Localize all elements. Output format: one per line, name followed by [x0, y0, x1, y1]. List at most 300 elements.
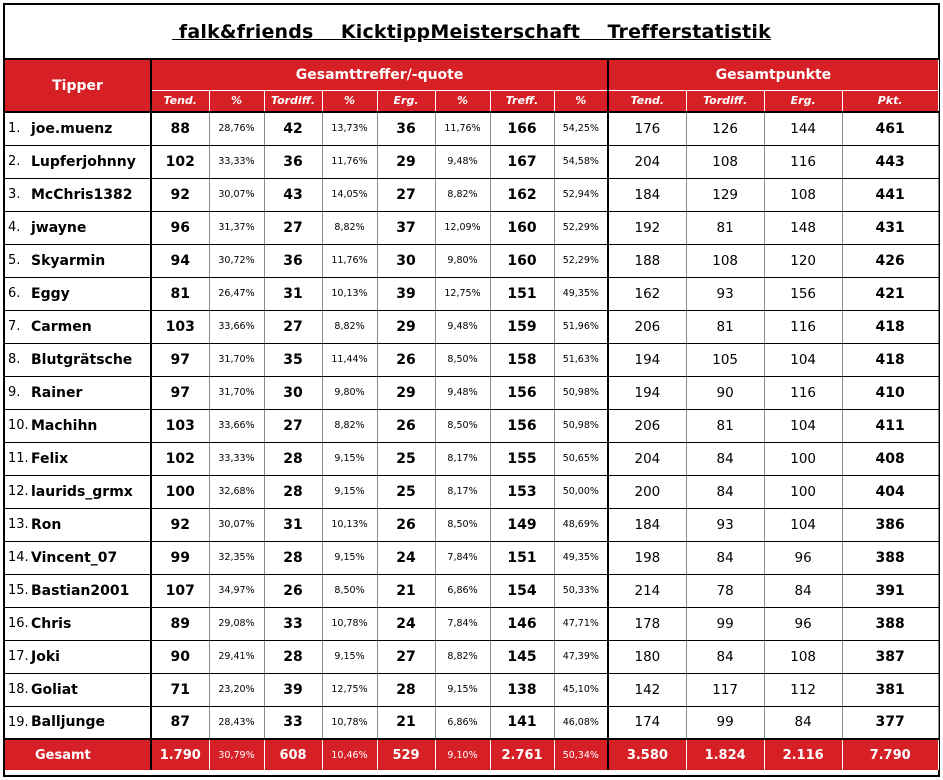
cell-tend: 103 — [151, 409, 209, 442]
cell-tend-pct: 26,47% — [209, 277, 264, 310]
table-row — [5, 574, 938, 607]
subheader-a-2: Tordiff. — [264, 90, 322, 112]
cell-tend: 81 — [151, 277, 209, 310]
total-pts-total: 7.790 — [842, 739, 938, 770]
cell-pts-tend: 192 — [608, 211, 686, 244]
cell-tend-pct: 30,07% — [209, 178, 264, 211]
cell-tordiff-pct: 14,05% — [322, 178, 377, 211]
cell-pts-total: 408 — [842, 442, 938, 475]
cell-pts-tordiff: 108 — [686, 145, 764, 178]
cell-tipper-name: Skyarmin — [29, 244, 151, 277]
cell-treff: 162 — [490, 178, 554, 211]
cell-erg: 29 — [377, 145, 435, 178]
total-label: Gesamt — [5, 739, 151, 770]
total-erg-pct: 9,10% — [435, 739, 490, 770]
cell-rank: 6. — [5, 277, 29, 310]
cell-pts-total: 377 — [842, 706, 938, 739]
cell-treff: 158 — [490, 343, 554, 376]
cell-pts-erg: 104 — [764, 343, 842, 376]
cell-treff: 154 — [490, 574, 554, 607]
cell-tordiff: 28 — [264, 442, 322, 475]
cell-treff-pct: 52,94% — [554, 178, 608, 211]
cell-tend: 97 — [151, 343, 209, 376]
table-row — [5, 211, 938, 244]
cell-erg-pct: 11,76% — [435, 112, 490, 145]
cell-erg-pct: 9,48% — [435, 376, 490, 409]
cell-tipper-name: laurids_grmx — [29, 475, 151, 508]
cell-rank: 18. — [5, 673, 29, 706]
total-pts-tend: 3.580 — [608, 739, 686, 770]
cell-tend-pct: 23,20% — [209, 673, 264, 706]
cell-erg-pct: 8,82% — [435, 640, 490, 673]
cell-tipper-name: Carmen — [29, 310, 151, 343]
table-row — [5, 244, 938, 277]
cell-treff: 146 — [490, 607, 554, 640]
cell-tordiff-pct: 13,73% — [322, 112, 377, 145]
cell-tend: 90 — [151, 640, 209, 673]
total-treff: 2.761 — [490, 739, 554, 770]
cell-treff-pct: 49,35% — [554, 541, 608, 574]
cell-tordiff-pct: 11,76% — [322, 145, 377, 178]
cell-tordiff: 36 — [264, 244, 322, 277]
cell-tipper-name: Balljunge — [29, 706, 151, 739]
table-row — [5, 475, 938, 508]
cell-tipper-name: jwayne — [29, 211, 151, 244]
cell-tend-pct: 34,97% — [209, 574, 264, 607]
subheader-b-1: Tordiff. — [686, 90, 764, 112]
cell-tend: 107 — [151, 574, 209, 607]
cell-tordiff-pct: 11,44% — [322, 343, 377, 376]
cell-erg: 37 — [377, 211, 435, 244]
table-row — [5, 343, 938, 376]
cell-tend: 102 — [151, 145, 209, 178]
cell-tordiff: 28 — [264, 541, 322, 574]
table-row — [5, 112, 938, 145]
cell-tipper-name: McChris1382 — [29, 178, 151, 211]
cell-tordiff: 43 — [264, 178, 322, 211]
cell-pts-erg: 100 — [764, 475, 842, 508]
cell-erg: 39 — [377, 277, 435, 310]
cell-pts-tend: 174 — [608, 706, 686, 739]
cell-pts-tordiff: 81 — [686, 211, 764, 244]
cell-tordiff: 28 — [264, 640, 322, 673]
cell-tipper-name: Lupferjohnny — [29, 145, 151, 178]
cell-erg: 29 — [377, 376, 435, 409]
cell-pts-tordiff: 117 — [686, 673, 764, 706]
cell-pts-tordiff: 84 — [686, 541, 764, 574]
cell-tordiff-pct: 9,15% — [322, 442, 377, 475]
cell-pts-tordiff: 105 — [686, 343, 764, 376]
header-tipper: Tipper — [5, 60, 151, 112]
cell-pts-tend: 184 — [608, 178, 686, 211]
cell-pts-total: 431 — [842, 211, 938, 244]
cell-pts-erg: 108 — [764, 178, 842, 211]
cell-tordiff: 27 — [264, 310, 322, 343]
cell-tend-pct: 33,33% — [209, 442, 264, 475]
cell-treff: 145 — [490, 640, 554, 673]
cell-tipper-name: Felix — [29, 442, 151, 475]
cell-tordiff-pct: 9,15% — [322, 475, 377, 508]
cell-tordiff: 26 — [264, 574, 322, 607]
table-row — [5, 442, 938, 475]
cell-treff: 155 — [490, 442, 554, 475]
cell-tend-pct: 32,68% — [209, 475, 264, 508]
cell-tordiff: 31 — [264, 277, 322, 310]
cell-pts-tordiff: 99 — [686, 607, 764, 640]
total-tend-pct: 30,79% — [209, 739, 264, 770]
subheader-a-7: % — [554, 90, 608, 112]
cell-tordiff: 39 — [264, 673, 322, 706]
cell-tend-pct: 33,66% — [209, 310, 264, 343]
stats-table — [5, 60, 939, 770]
cell-pts-tordiff: 81 — [686, 310, 764, 343]
cell-treff-pct: 54,25% — [554, 112, 608, 145]
cell-pts-tordiff: 93 — [686, 508, 764, 541]
cell-pts-erg: 104 — [764, 508, 842, 541]
table-row — [5, 277, 938, 310]
cell-rank: 14. — [5, 541, 29, 574]
cell-rank: 7. — [5, 310, 29, 343]
cell-tordiff: 42 — [264, 112, 322, 145]
cell-rank: 17. — [5, 640, 29, 673]
cell-rank: 15. — [5, 574, 29, 607]
cell-tipper-name: Chris — [29, 607, 151, 640]
cell-tordiff-pct: 11,76% — [322, 244, 377, 277]
cell-pts-tend: 188 — [608, 244, 686, 277]
cell-pts-tend: 194 — [608, 376, 686, 409]
cell-tend: 92 — [151, 508, 209, 541]
cell-pts-tend: 206 — [608, 310, 686, 343]
cell-pts-erg: 96 — [764, 607, 842, 640]
cell-treff-pct: 50,00% — [554, 475, 608, 508]
cell-erg-pct: 9,80% — [435, 244, 490, 277]
cell-pts-total: 411 — [842, 409, 938, 442]
total-erg: 529 — [377, 739, 435, 770]
cell-erg-pct: 7,84% — [435, 607, 490, 640]
cell-treff-pct: 49,35% — [554, 277, 608, 310]
cell-tordiff: 30 — [264, 376, 322, 409]
cell-tend-pct: 28,76% — [209, 112, 264, 145]
cell-tend: 88 — [151, 112, 209, 145]
table-row — [5, 508, 938, 541]
cell-erg: 25 — [377, 442, 435, 475]
cell-treff-pct: 45,10% — [554, 673, 608, 706]
subheader-a-4: Erg. — [377, 90, 435, 112]
subheader-b-0: Tend. — [608, 90, 686, 112]
header-gesamtpunkte: Gesamtpunkte — [608, 60, 938, 90]
cell-pts-tordiff: 84 — [686, 442, 764, 475]
cell-treff-pct: 47,71% — [554, 607, 608, 640]
cell-erg: 28 — [377, 673, 435, 706]
cell-erg-pct: 8,50% — [435, 508, 490, 541]
cell-pts-erg: 116 — [764, 145, 842, 178]
cell-pts-tend: 162 — [608, 277, 686, 310]
cell-rank: 10. — [5, 409, 29, 442]
cell-pts-total: 426 — [842, 244, 938, 277]
cell-erg: 27 — [377, 640, 435, 673]
cell-pts-tordiff: 90 — [686, 376, 764, 409]
cell-treff-pct: 50,98% — [554, 376, 608, 409]
total-pts-tordiff: 1.824 — [686, 739, 764, 770]
cell-rank: 3. — [5, 178, 29, 211]
cell-treff-pct: 51,63% — [554, 343, 608, 376]
cell-tordiff-pct: 8,82% — [322, 211, 377, 244]
cell-pts-total: 386 — [842, 508, 938, 541]
cell-erg-pct: 8,17% — [435, 442, 490, 475]
cell-pts-erg: 120 — [764, 244, 842, 277]
cell-pts-erg: 100 — [764, 442, 842, 475]
cell-tipper-name: Rainer — [29, 376, 151, 409]
cell-rank: 9. — [5, 376, 29, 409]
cell-pts-erg: 104 — [764, 409, 842, 442]
total-treff-pct: 50,34% — [554, 739, 608, 770]
cell-erg: 26 — [377, 409, 435, 442]
cell-tend-pct: 29,41% — [209, 640, 264, 673]
cell-rank: 1. — [5, 112, 29, 145]
cell-tipper-name: Joki — [29, 640, 151, 673]
cell-treff: 156 — [490, 409, 554, 442]
cell-pts-tordiff: 84 — [686, 640, 764, 673]
cell-pts-erg: 84 — [764, 574, 842, 607]
cell-tipper-name: Blutgrätsche — [29, 343, 151, 376]
cell-tend: 87 — [151, 706, 209, 739]
cell-tipper-name: Eggy — [29, 277, 151, 310]
cell-treff-pct: 50,98% — [554, 409, 608, 442]
cell-erg-pct: 9,48% — [435, 145, 490, 178]
cell-pts-tend: 206 — [608, 409, 686, 442]
cell-pts-tordiff: 78 — [686, 574, 764, 607]
cell-pts-erg: 96 — [764, 541, 842, 574]
cell-tipper-name: joe.muenz — [29, 112, 151, 145]
cell-treff: 159 — [490, 310, 554, 343]
table-row — [5, 607, 938, 640]
subheader-a-5: % — [435, 90, 490, 112]
table-row — [5, 706, 938, 739]
cell-tordiff-pct: 10,13% — [322, 508, 377, 541]
cell-tipper-name: Ron — [29, 508, 151, 541]
cell-tordiff-pct: 8,82% — [322, 310, 377, 343]
cell-pts-tend: 194 — [608, 343, 686, 376]
cell-treff-pct: 52,29% — [554, 211, 608, 244]
cell-tend: 96 — [151, 211, 209, 244]
cell-erg-pct: 6,86% — [435, 706, 490, 739]
cell-tend-pct: 31,70% — [209, 343, 264, 376]
cell-treff: 149 — [490, 508, 554, 541]
cell-tend: 102 — [151, 442, 209, 475]
cell-treff: 166 — [490, 112, 554, 145]
cell-pts-erg: 144 — [764, 112, 842, 145]
cell-tordiff: 33 — [264, 607, 322, 640]
cell-pts-tordiff: 126 — [686, 112, 764, 145]
cell-pts-tend: 180 — [608, 640, 686, 673]
cell-erg: 21 — [377, 706, 435, 739]
subheader-a-6: Treff. — [490, 90, 554, 112]
cell-pts-total: 388 — [842, 607, 938, 640]
cell-erg-pct: 6,86% — [435, 574, 490, 607]
cell-pts-total: 388 — [842, 541, 938, 574]
cell-rank: 13. — [5, 508, 29, 541]
cell-pts-total: 404 — [842, 475, 938, 508]
cell-treff-pct: 47,39% — [554, 640, 608, 673]
cell-rank: 11. — [5, 442, 29, 475]
cell-tend-pct: 30,72% — [209, 244, 264, 277]
cell-pts-tend: 204 — [608, 442, 686, 475]
cell-tend: 103 — [151, 310, 209, 343]
total-tend: 1.790 — [151, 739, 209, 770]
cell-tordiff-pct: 8,50% — [322, 574, 377, 607]
table-row — [5, 376, 938, 409]
cell-tend: 99 — [151, 541, 209, 574]
cell-erg: 30 — [377, 244, 435, 277]
cell-pts-erg: 108 — [764, 640, 842, 673]
cell-pts-tordiff: 129 — [686, 178, 764, 211]
page-title: falk&friends KicktippMeisterschaft Trefferstatistik — [172, 20, 771, 43]
statistics-sheet — [3, 3, 940, 777]
cell-pts-total: 461 — [842, 112, 938, 145]
cell-rank: 12. — [5, 475, 29, 508]
cell-rank: 5. — [5, 244, 29, 277]
cell-pts-erg: 112 — [764, 673, 842, 706]
cell-treff-pct: 51,96% — [554, 310, 608, 343]
cell-tend: 92 — [151, 178, 209, 211]
cell-pts-tordiff: 93 — [686, 277, 764, 310]
subheader-a-3: % — [322, 90, 377, 112]
cell-pts-erg: 148 — [764, 211, 842, 244]
cell-treff-pct: 50,33% — [554, 574, 608, 607]
total-tordiff: 608 — [264, 739, 322, 770]
cell-erg: 24 — [377, 607, 435, 640]
table-row — [5, 178, 938, 211]
cell-pts-tend: 198 — [608, 541, 686, 574]
cell-erg: 27 — [377, 178, 435, 211]
cell-treff: 160 — [490, 244, 554, 277]
cell-tend: 100 — [151, 475, 209, 508]
cell-erg-pct: 8,17% — [435, 475, 490, 508]
cell-erg-pct: 8,50% — [435, 343, 490, 376]
cell-pts-tend: 184 — [608, 508, 686, 541]
cell-erg-pct: 9,48% — [435, 310, 490, 343]
cell-treff: 151 — [490, 277, 554, 310]
cell-tend-pct: 30,07% — [209, 508, 264, 541]
cell-tend: 89 — [151, 607, 209, 640]
cell-erg: 24 — [377, 541, 435, 574]
cell-tend-pct: 32,35% — [209, 541, 264, 574]
cell-tend: 97 — [151, 376, 209, 409]
cell-treff: 160 — [490, 211, 554, 244]
cell-treff-pct: 48,69% — [554, 508, 608, 541]
subheader-b-2: Erg. — [764, 90, 842, 112]
cell-tordiff-pct: 10,78% — [322, 607, 377, 640]
cell-pts-tend: 178 — [608, 607, 686, 640]
cell-rank: 16. — [5, 607, 29, 640]
cell-treff: 156 — [490, 376, 554, 409]
subheader-a-1: % — [209, 90, 264, 112]
cell-tordiff-pct: 12,75% — [322, 673, 377, 706]
title-bar — [5, 5, 938, 60]
cell-pts-total: 443 — [842, 145, 938, 178]
cell-treff: 153 — [490, 475, 554, 508]
cell-pts-total: 418 — [842, 310, 938, 343]
cell-tordiff: 28 — [264, 475, 322, 508]
cell-erg-pct: 7,84% — [435, 541, 490, 574]
cell-rank: 8. — [5, 343, 29, 376]
table-row — [5, 673, 938, 706]
cell-pts-total: 441 — [842, 178, 938, 211]
cell-tend-pct: 33,33% — [209, 145, 264, 178]
subheader-a-0: Tend. — [151, 90, 209, 112]
subheader-b-3: Pkt. — [842, 90, 938, 112]
total-pts-erg: 2.116 — [764, 739, 842, 770]
cell-treff: 167 — [490, 145, 554, 178]
cell-erg: 36 — [377, 112, 435, 145]
cell-tordiff-pct: 9,15% — [322, 541, 377, 574]
cell-erg: 29 — [377, 310, 435, 343]
cell-treff: 141 — [490, 706, 554, 739]
cell-treff-pct: 52,29% — [554, 244, 608, 277]
cell-tordiff-pct: 9,80% — [322, 376, 377, 409]
cell-pts-erg: 156 — [764, 277, 842, 310]
cell-tend-pct: 33,66% — [209, 409, 264, 442]
table-row — [5, 145, 938, 178]
cell-erg-pct: 12,09% — [435, 211, 490, 244]
cell-pts-erg: 116 — [764, 310, 842, 343]
cell-pts-tordiff: 84 — [686, 475, 764, 508]
cell-erg: 26 — [377, 343, 435, 376]
cell-erg-pct: 8,50% — [435, 409, 490, 442]
cell-tordiff-pct: 10,78% — [322, 706, 377, 739]
cell-erg: 26 — [377, 508, 435, 541]
cell-tordiff: 36 — [264, 145, 322, 178]
header-gesamttreffer: Gesamttreffer/-quote — [151, 60, 608, 90]
cell-tordiff: 33 — [264, 706, 322, 739]
total-tordiff-pct: 10,46% — [322, 739, 377, 770]
cell-pts-total: 410 — [842, 376, 938, 409]
cell-tordiff: 27 — [264, 409, 322, 442]
cell-pts-tordiff: 99 — [686, 706, 764, 739]
cell-pts-tordiff: 81 — [686, 409, 764, 442]
cell-tordiff: 27 — [264, 211, 322, 244]
cell-tend-pct: 29,08% — [209, 607, 264, 640]
cell-erg-pct: 12,75% — [435, 277, 490, 310]
cell-pts-tordiff: 108 — [686, 244, 764, 277]
cell-pts-tend: 204 — [608, 145, 686, 178]
cell-pts-total: 381 — [842, 673, 938, 706]
cell-tipper-name: Machihn — [29, 409, 151, 442]
cell-tordiff-pct: 9,15% — [322, 640, 377, 673]
cell-pts-total: 387 — [842, 640, 938, 673]
cell-pts-total: 391 — [842, 574, 938, 607]
cell-tend: 94 — [151, 244, 209, 277]
table-row — [5, 310, 938, 343]
cell-treff-pct: 46,08% — [554, 706, 608, 739]
table-row — [5, 640, 938, 673]
cell-tend-pct: 31,37% — [209, 211, 264, 244]
cell-tend-pct: 28,43% — [209, 706, 264, 739]
cell-pts-tend: 142 — [608, 673, 686, 706]
cell-pts-total: 418 — [842, 343, 938, 376]
cell-tend-pct: 31,70% — [209, 376, 264, 409]
cell-treff: 151 — [490, 541, 554, 574]
cell-tordiff: 35 — [264, 343, 322, 376]
cell-erg-pct: 9,15% — [435, 673, 490, 706]
cell-erg: 25 — [377, 475, 435, 508]
cell-treff-pct: 50,65% — [554, 442, 608, 475]
cell-treff: 138 — [490, 673, 554, 706]
cell-tordiff: 31 — [264, 508, 322, 541]
table-row — [5, 541, 938, 574]
cell-pts-tend: 214 — [608, 574, 686, 607]
table-row — [5, 409, 938, 442]
